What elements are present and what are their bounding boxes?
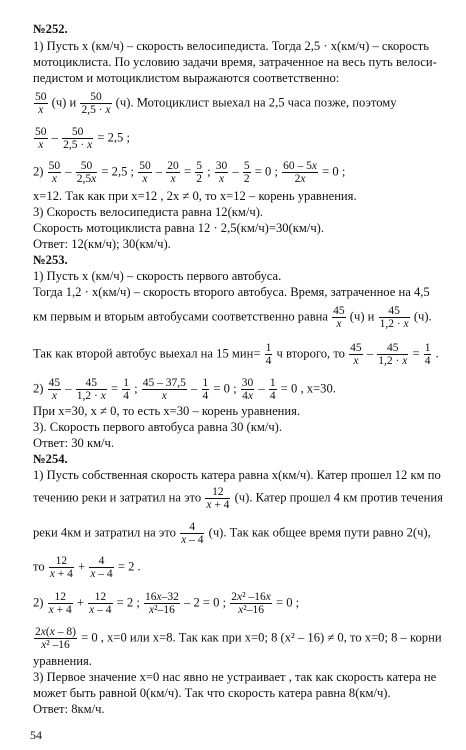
p254-line2: течению реки и затратил на это $\frac{12}{x + 4}$ (ч). Катер прошел 4 км против течения — [33, 486, 443, 511]
p253-line7: 3). Скорость первого автобуса равна 30 (км/ч). — [33, 420, 283, 434]
p254-line4: то $\frac{12}{x + 4}$ + $\frac{4}{x - 4}$ = 2 . — [33, 555, 141, 580]
p253-line3: км первым и вторым автобусами соответственно равна $\frac{45}{x}$ (ч) и $\frac{45}{1,2 \cdot x}$ (ч). — [33, 305, 432, 330]
p253-answer: Ответ: 30 км/ч. — [33, 436, 115, 450]
p252-line2: мотоциклиста. По условию задачи время, затраченное на весь путь велоси- — [33, 55, 437, 69]
p254-line3: реки 4км и затратил на это $\frac{4}{x - 4}$ (ч). Так как общее время пути равно 2(ч), — [33, 521, 431, 546]
p252-line3: педистом и мотоциклистом выражаются соответственно: — [33, 71, 340, 85]
p252-line7: 3) Скорость велосипедиста равна 12(км/ч). — [33, 205, 264, 219]
p253-equation: 2) $\frac{45}{x}$ – $\frac{45}{1,2 \cdot x}$ = $\frac{1}{4}$ ; $\frac{45 - 37,5}{x}$ – $\frac{1}{4}$ = 0 ; $\frac{30}{4x}$ – $\frac{1}{4}$ = 0 , x=30. — [33, 377, 336, 402]
fraction: $\frac{50}{2,5 \cdot x}$ — [81, 91, 111, 116]
p253-line1: 1) Пусть x (км/ч) – скорость первого автобуса. — [33, 269, 282, 283]
p254-line1: 1) Пусть собственная скорость катера равна x(км/ч). Катер прошел 12 км по — [33, 468, 441, 482]
fraction: $\frac{50}{x}$ — [35, 91, 47, 116]
p252-times-line: $\frac{50}{x}$ (ч) и $\frac{50}{2,5 \cdot x}$ (ч). Мотоциклист выехал на 2,5 часа позже, поэтому — [35, 91, 397, 116]
p253-line4: Так как второй автобус выехал на 15 мин= $\frac{1}{4}$ ч второго, то $\frac{45}{x}$ – $\frac{45}{1,2 \cdot x}$ = $\frac{1}{4}$ . — [33, 342, 439, 367]
p254-answer: Ответ: 8км/ч. — [33, 702, 105, 716]
p254-line7: уравнения. — [33, 654, 92, 668]
p254-line6: $\frac{2x(x - 8)}{\text{x² –16}}$ = 0 , x=0 или x=8. Так как при x=0; 8 (x² – 16) ≠ 0, то x=0; 8 – корни — [35, 626, 442, 651]
p254-equation: 2) $\frac{12}{x + 4}$ + $\frac{12}{x - 4}$ = 2 ; $\frac{16x-32}{\text{x²–16}}$ – 2 = 0 ; $\frac{\text{2x² –16x}}{\text{x²–16}}$ = 0 ; — [33, 591, 300, 616]
p254-line8: 3) Первое значение x=0 нас явно не устраивает , так как скорость катера не — [33, 670, 437, 684]
p252-equation-1: $\frac{50}{x}$ – $\frac{50}{2,5 \cdot x}$ = 2,5 ; — [35, 126, 130, 151]
p252-line6: x=12. Так как при x=12 , 2x ≠ 0, то x=12 – корень уравнения. — [33, 189, 357, 203]
problem-253-heading: №253. — [33, 253, 68, 267]
p252-answer: Ответ: 12(км/ч); 30(км/ч). — [33, 237, 171, 251]
p253-line6: При x=30, x ≠ 0, то есть x=30 – корень уравнения. — [33, 404, 301, 418]
p252-equation-2: 2) $\frac{50}{x}$ – $\frac{50}{2,5x}$ = 2,5 ; $\frac{50}{x}$ – $\frac{20}{x}$ = $\frac{5}{2}$ ; $\frac{30}{x}$ – $\frac{5}{2}$ = 0 ; $\frac{60 - 5x}{2x}$ = 0 ; — [33, 160, 346, 185]
p252-line1: 1) Пусть x (км/ч) – скорость велосипедиста. Тогда 2,5 · x(км/ч) – скорость — [33, 39, 430, 53]
problem-252-heading: №252. — [33, 22, 68, 36]
p254-line9: может быть равной 0(км/ч). Так что скорость катера равна 8(км/ч). — [33, 686, 391, 700]
p252-line8: Скорость мотоциклиста равна 12 · 2,5(км/ч)=30(км/ч). — [33, 221, 325, 235]
page-number: 54 — [30, 728, 42, 742]
problem-254-heading: №254. — [33, 452, 68, 466]
p253-line2: Тогда 1,2 · x(км/ч) – скорость второго автобуса. Время, затраченное на 4,5 — [33, 285, 430, 299]
